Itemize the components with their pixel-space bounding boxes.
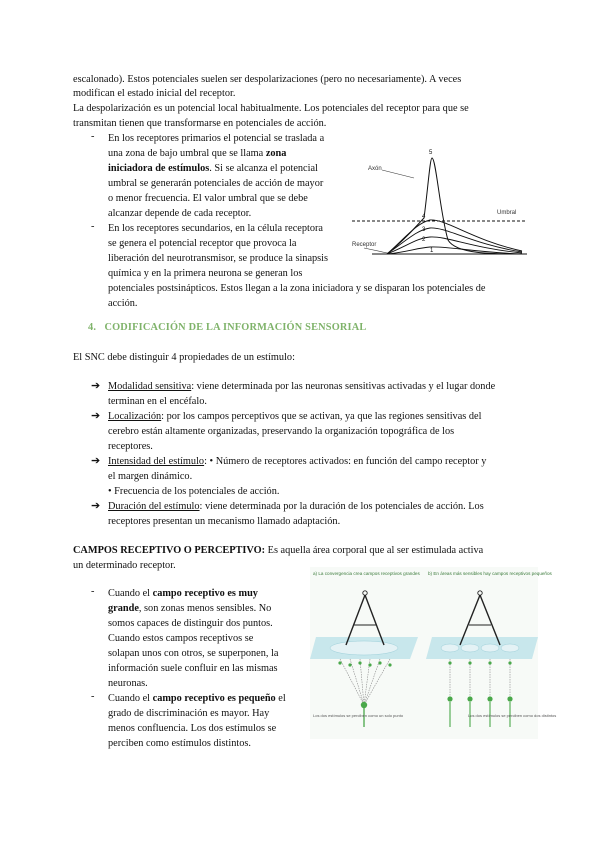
section-heading (88, 322, 366, 333)
bullet2-line-4: química y en la primera neurona se generan los (108, 268, 303, 279)
property-2-line-2: cerebro están altamente organizadas, preservando la organización topográfica de los (108, 426, 455, 437)
curve-number: 4 (422, 214, 426, 220)
campos-b2-line-1: Cuando el campo receptivo es pequeño el (108, 693, 286, 704)
bullet2-line-6: acción. (108, 298, 138, 309)
campos-b1-line-5: solapan unos con otros, se superponen, la (108, 648, 279, 659)
axon-label: Axón (368, 166, 382, 172)
separate-neuron (487, 696, 492, 701)
campos-b1-line-6: información suele confluir en las mismas (108, 663, 278, 674)
intro-line-4: transmitan tienen que transformarse en potenciales de acción. (73, 118, 327, 129)
campos-b2-line-2: grado de discriminación es mayor. Hay (108, 708, 270, 719)
figure-label-a: a) La convergencia crea campos receptivos grandes (313, 571, 420, 576)
curve-number: 3 (422, 227, 426, 233)
receptive-field-figure (310, 567, 557, 739)
property-3-line-3: • Frecuencia de los potenciales de acción. (108, 486, 280, 497)
bullet2-line-3: liberación del neurotransmisor, se produce la sinapsis (108, 253, 329, 264)
campos-b1-line-4: Cuando estos campos receptivos se (108, 633, 254, 644)
campos-b1-line-7: neuronas. (108, 678, 148, 689)
separate-neuron (447, 696, 452, 701)
bullet2-line-1: En los receptores secundarios, en la célula receptora (108, 223, 323, 234)
bullet2-line-2: se genera el potencial receptor que provoca la (108, 238, 297, 249)
bullet2-line-5: potenciales postsinápticos. Estos llegan a la zona iniciadora y se disparan los potenciales de (108, 283, 486, 294)
bullet1-line-4: umbral se generarán potenciales de acción de mayor (108, 178, 324, 189)
campos-line-2: un determinado receptor. (73, 560, 176, 571)
curve-number: 1 (430, 248, 434, 254)
receptor-label: Receptor (352, 242, 377, 248)
bullet1-line-2: una zona de bajo umbral que se llama zona (108, 148, 287, 159)
intro-line-1: escalonado). Estos potenciales suelen ser despolarizaciones (pero no necesariamente). A veces (73, 74, 462, 85)
campos-b1-line-1: Cuando el campo receptivo es muy (108, 588, 258, 599)
snc-intro: El SNC debe distinguir 4 propiedades de un estímulo: (73, 352, 295, 363)
umbral-label: Umbral (497, 210, 517, 216)
campos-b1-line-2: grande, son zonas menos sensibles. No (108, 603, 272, 614)
arrow-bullet-icon: ➔ (91, 380, 101, 392)
curve-number: 2 (422, 237, 426, 243)
section-title: CODIFICACIÓN DE LA INFORMACIÓN SENSORIAL (104, 322, 367, 333)
convergent-neuron (361, 702, 367, 708)
bullet1-line-3: iniciadora de estímulos. Si se alcanza el potencial (108, 163, 318, 174)
section-number: 4. (88, 322, 97, 333)
property-4-line-2: receptores presentan un mecanismo llamado adaptación. (108, 516, 341, 527)
curve-number: 5 (429, 150, 433, 156)
campos-b2-line-3: menos confluencia. Los dos estímulos se (108, 723, 277, 734)
property-3-line-1: Intensidad del estímulo: • Número de receptores activados: en función del campo receptor y (108, 456, 487, 467)
property-2-line-3: receptores. (108, 441, 153, 452)
arrow-bullet-icon: ➔ (91, 410, 101, 422)
property-1-line-1: Modalidad sensitiva: viene determinada por las neuronas sensitivas activadas y el lugar donde (108, 381, 496, 392)
figure-label-b: b) En áreas más sensibles hay campos receptivos pequeños (428, 571, 552, 576)
property-4-line-1: Duración del estímulo: viene determinada por la duración de los potenciales de acción. Los (108, 501, 484, 512)
separate-neuron (467, 696, 472, 701)
bullet-dash: - (91, 586, 95, 597)
bullet-dash: - (91, 691, 95, 702)
intro-line-3: La despolarización es un potencial local habitualmente. Los potenciales del receptor para que se (73, 103, 469, 114)
receptive-field-a (330, 641, 398, 655)
campos-b2-line-4: perciben como estímulos distintos. (108, 738, 251, 749)
property-3-line-2: el margen dinámico. (108, 471, 193, 482)
separate-neuron (507, 696, 512, 701)
property-2-line-1: Localización: por los campos perceptivos que se activan, ya que las regiones sensitivas del (108, 411, 482, 422)
arrow-bullet-icon: ➔ (91, 455, 101, 467)
bullet1-line-5: o menor frecuencia. El valor umbral que se debe (108, 193, 308, 204)
bullet-dash: - (91, 221, 95, 232)
campos-line-1: CAMPOS RECEPTIVO O PERCEPTIVO: Es aquella área corporal que al ser estimulada activa (73, 545, 484, 556)
arrow-bullet-icon: ➔ (91, 500, 101, 512)
bullet1-line-6: alcanzar depende de cada receptor. (108, 208, 252, 219)
campos-b1-line-3: somos capaces de distinguir dos puntos. (108, 618, 273, 629)
figure-caption-a: Los dos estímulos se perciben como un solo punto (313, 713, 404, 718)
intro-line-2: modifican el estado inicial del receptor. (73, 88, 236, 99)
figure-caption-b: Los dos estímulos se perciben como dos distintos (468, 713, 557, 718)
bullet-dash: - (91, 131, 95, 142)
receptor-potential-graph (352, 128, 527, 266)
bullet1-line-1: En los receptores primarios el potencial se traslada a (108, 133, 325, 144)
property-1-line-2: terminan en el encéfalo. (108, 396, 207, 407)
